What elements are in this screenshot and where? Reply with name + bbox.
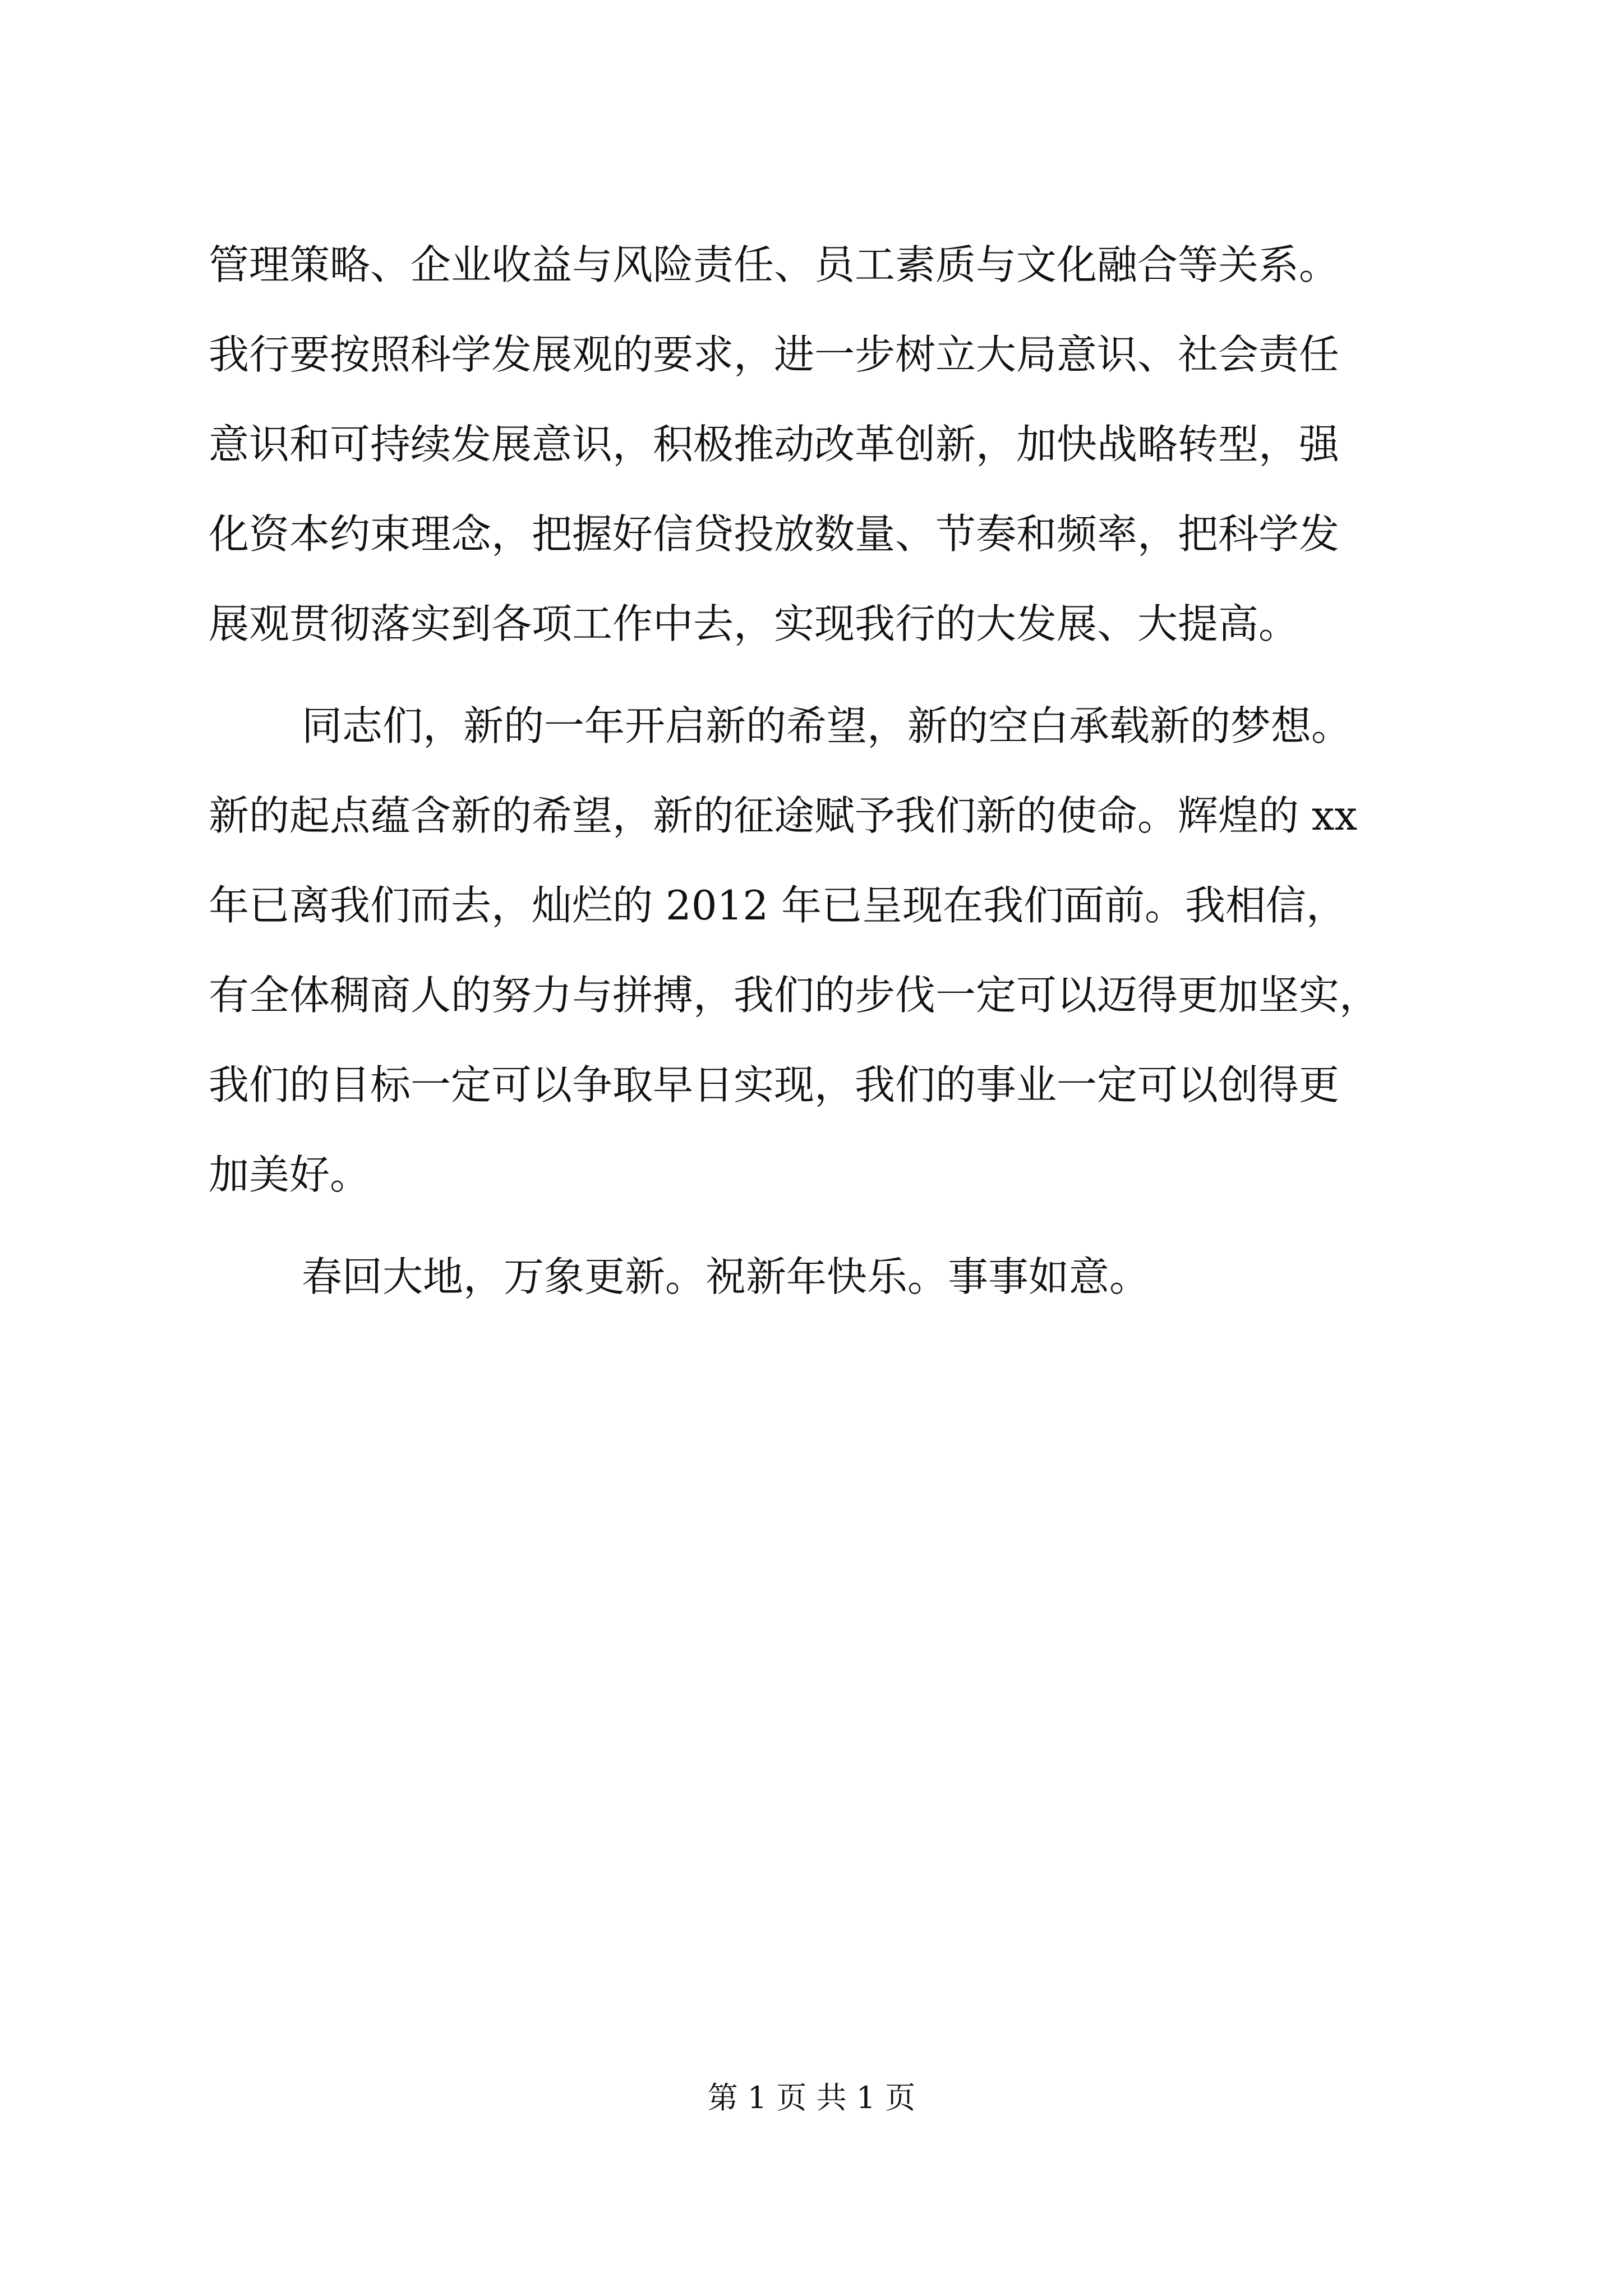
paragraph-line-first: 同志们，新的一年开启新的希望，新的空白承载新的梦想。: [302, 702, 1352, 749]
paragraph-line: 我们的目标一定可以争取早日实现，我们的事业一定可以创得更: [209, 1061, 1340, 1108]
paragraph-spacer: [209, 1220, 1431, 1232]
paragraph-line: 管理策略、企业收益与风险责任、员工素质与文化融合等关系。: [209, 241, 1340, 288]
paragraph-line: 加美好。: [209, 1151, 371, 1198]
paragraph-line: 化资本约束理念，把握好信贷投放数量、节奏和频率，把科学发: [209, 510, 1340, 558]
paragraph-line-first: 春回大地，万象更新。祝新年快乐。事事如意。: [302, 1253, 1150, 1300]
paragraph-line: 意识和可持续发展意识，积极推动改革创新，加快战略转型，强: [209, 421, 1340, 468]
document-body: [209, 220, 1431, 1322]
paragraph-2: [209, 681, 1431, 1220]
paragraph-spacer: [209, 669, 1431, 681]
paragraph-line: 有全体稠商人的努力与拼搏，我们的步伐一定可以迈得更加坚实，: [209, 972, 1380, 1019]
paragraph-line: 新的起点蕴含新的希望，新的征途赋予我们新的使命。辉煌的 xx: [209, 792, 1358, 839]
paragraph-1: [209, 220, 1431, 669]
paragraph-line: 我行要按照科学发展观的要求，进一步树立大局意识、社会责任: [209, 331, 1340, 378]
paragraph-3: [209, 1232, 1431, 1322]
page-number-footer: 第 1 页 共 1 页: [707, 2080, 916, 2115]
paragraph-line: 展观贯彻落实到各项工作中去，实现我行的大发展、大提高。: [209, 600, 1299, 647]
paragraph-line: 年已离我们而去，灿烂的 2012 年已呈现在我们面前。我相信，: [209, 882, 1347, 929]
